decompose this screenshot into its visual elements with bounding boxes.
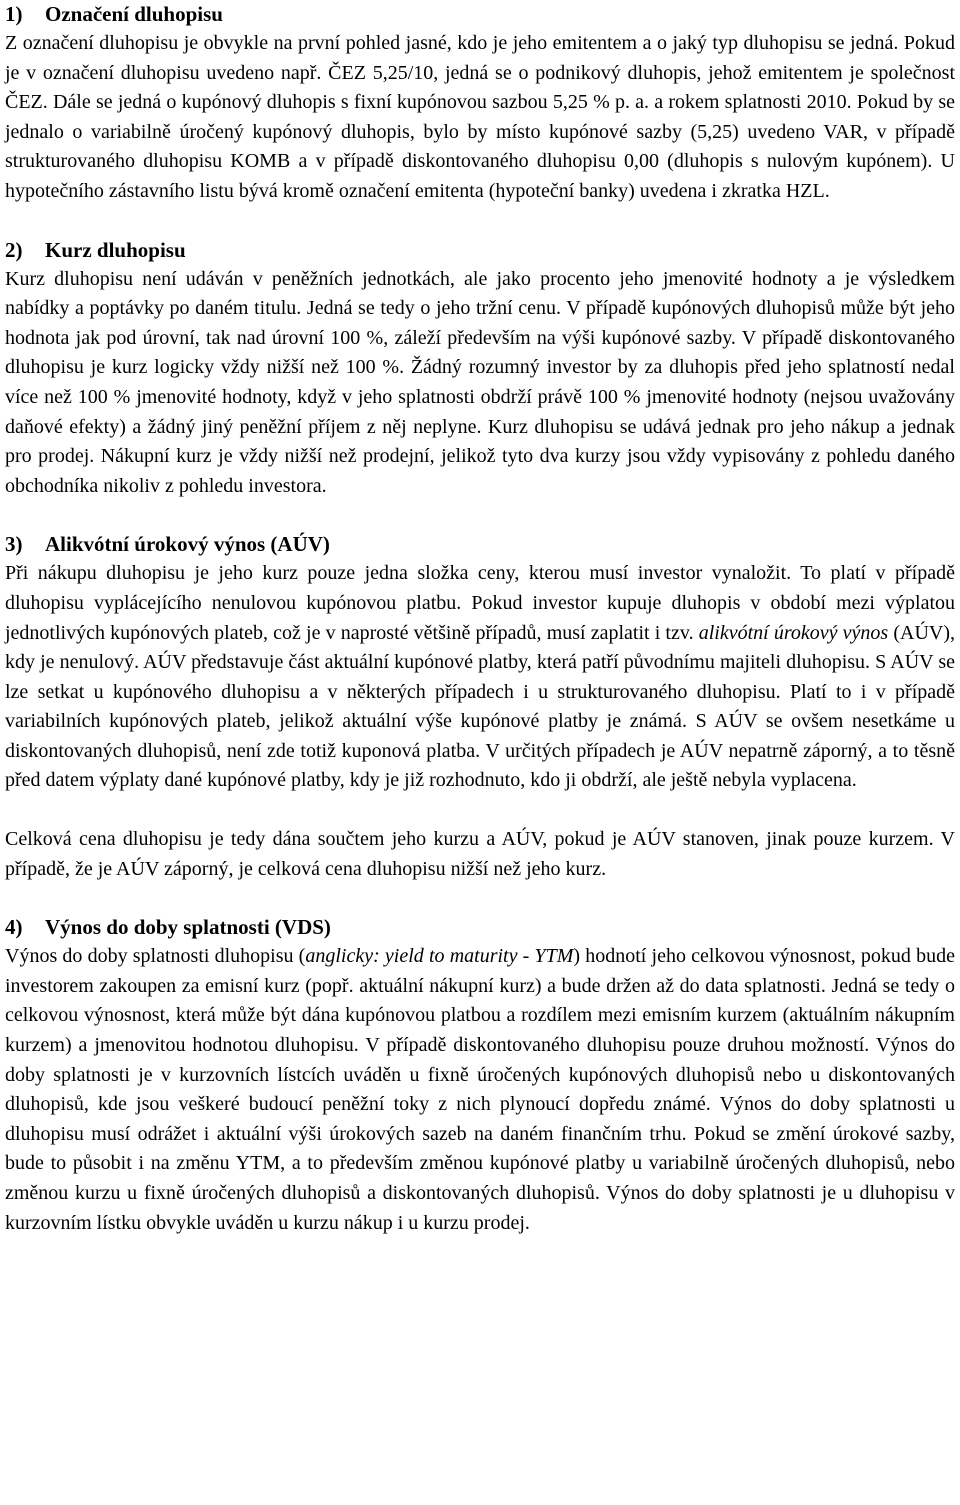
paragraph: Z označení dluhopisu je obvykle na první pohled jasné, kdo je jeho emitentem a o jaký typ dluhopisu se jedná. Pokud je v označení dluhopisu uvedeno např. ČEZ 5,25/10, jedná se o podnikový dluhopis, jehož emitentem je společnost ČEZ. Dále se jedná o kupónový dluhopis s fixní kupónovou sazbou 5,25 % p. a. a rokem splatnosti 2010. Pokud by se jednalo o variabilně úročený kupónový dluhopis, bylo by místo kupónové sazby (5,25) uvedeno VAR, v případě strukturovaného dluhopisu KOMB a v případě diskontovaného dluhopisu 0,00 (dluhopis s nulovým kupónem). U hypotečního zástavního listu bývá kromě označení emitenta (hypoteční banky) uvedena i zkratka HZL. [5, 32, 955, 202]
paragraph: Celková cena dluhopisu je tedy dána součtem jeho kurzu a AÚV, pokud je AÚV stanoven, jinak pouze kurzem. V případě, že je AÚV záporný, je celková cena dluhopisu nižší než jeho kurz. [5, 828, 955, 880]
section-kurz-dluhopisu [5, 236, 955, 502]
paragraph [5, 559, 955, 796]
document-page [5, 0, 955, 1238]
paragraph [5, 942, 955, 1238]
text-run: (AÚV), kdy je nenulový. AÚV představuje část aktuální kupónové platby, která patří původnímu majiteli dluhopisu. S AÚV se lze setkat u kupónového dluhopisu a v některých případech i u strukturovaného dluhopisu. Platí to i v případě variabilních kupónových plateb, jelikož aktuální výše kupónové platby je známá. S AÚV se ovšem nesetkáme u diskontovaných dluhopisů, není zde totiž kuponová platba. V určitých případech je AÚV nepatrně záporný, a to těsně před datem výplaty dané kupónové platby, kdy je již rozhodnuto, kdo ji obdrží, ale ještě nebyla vyplacena. [5, 621, 955, 792]
section-number: 2) [5, 237, 23, 262]
paragraph: Kurz dluhopisu není udáván v peněžních jednotkách, ale jako procento jeho jmenovité hodnoty a je výsledkem nabídky a poptávky po daném titulu. Jedná se tedy o jeho tržní cenu. V případě kupónových dluhopisů může být jeho hodnota jak pod úrovní, tak nad úrovní 100 %, záleží především na výši kupónové sazby. V případě diskontovaného dluhopisu je kurz logicky vždy nižší než 100 %. Žádný rozumný investor by za dluhopis před jeho splatností nedal více než 100 % jmenovité hodnoty, když v jeho splatnosti obdrží právě 100 % jmenovité hodnoty (nejsou uvažovány daňové efekty) a žádný jiný peněžní příjem z něj neplyne. Kurz dluhopisu se udává jednak pro jeho nákup a jednak pro prodej. Nákupní kurz je vždy nižší než prodejní, jelikož tyto dva kurzy jsou vždy vypisovány z pohledu daného obchodníka nikoliv z pohledu investora. [5, 267, 955, 497]
section-oznaceni-dluhopisu [5, 0, 955, 207]
italic-term: alikvótní úrokový výnos [698, 621, 889, 644]
section-heading [5, 0, 955, 29]
section-vynos-do-doby-splatnosti [5, 913, 955, 1238]
section-heading [5, 236, 955, 265]
text-run: Výnos do doby splatnosti dluhopisu ( [5, 945, 306, 968]
text-run: Při nákupu dluhopisu je jeho kurz pouze jedna složka ceny, kterou musí investor vynaložit. To platí v případě dluhopisu vyplácejícího nenulovou kupónovou platbu. Pokud investor kupuje dluhopis v období mezi výplatou jednotlivých kupónových plateb, což je v naprosté většině případů, musí zaplatit i tzv. [5, 562, 955, 644]
section-title: Výnos do doby splatnosti (VDS) [45, 915, 331, 940]
section-number: 3) [5, 532, 23, 557]
section-alikvotni-urokovy-vynos [5, 530, 955, 884]
section-heading [5, 530, 955, 559]
section-title: Kurz dluhopisu [45, 237, 186, 262]
italic-term: anglicky: yield to maturity - YTM [305, 945, 574, 968]
text-run: ) hodnotí jeho celkovou výnosnost, pokud bude investorem zakoupen za emisní kurz (popř. aktuální nákupní kurz) a bude držen až do data splatnosti. Jedná se tedy o celkovou výnosnost, která může být dána kupónovou platbou a rozdílem mezi emisním kurzem (aktuálním nákupním kurzem) a jmenovitou hodnotou dluhopisu. V případě diskontovaného dluhopisu pouze druhou možností. Výnos do doby splatnosti je v kurzovních lístcích uváděn u fixně úročených kupónových dluhopisů nebo u diskontovaných dluhopisů, kde jsou veškeré budoucí peněžní toky z nich plynoucí dopředu známé. Výnos do doby splatnosti u dluhopisu musí odrážet i aktuální výši úrokových sazeb na daném finančním trhu. Pokud se změní úrokové sazby, bude to působit i na změnu YTM, a to především změnou kupónové platby u variabilně úročených dluhopisů, nebo změnou kurzu u fixně úročených dluhopisů a diskontovaných dluhopisů. Výnos do doby splatnosti je u dluhopisu v kurzovním lístku obvykle uváděn u kurzu nákup i u kurzu prodej. [5, 945, 955, 1234]
section-heading [5, 913, 955, 942]
section-number: 4) [5, 915, 23, 940]
section-number: 1) [5, 2, 23, 26]
section-title: Alikvótní úrokový výnos (AÚV) [45, 532, 330, 557]
section-title: Označení dluhopisu [45, 2, 223, 26]
